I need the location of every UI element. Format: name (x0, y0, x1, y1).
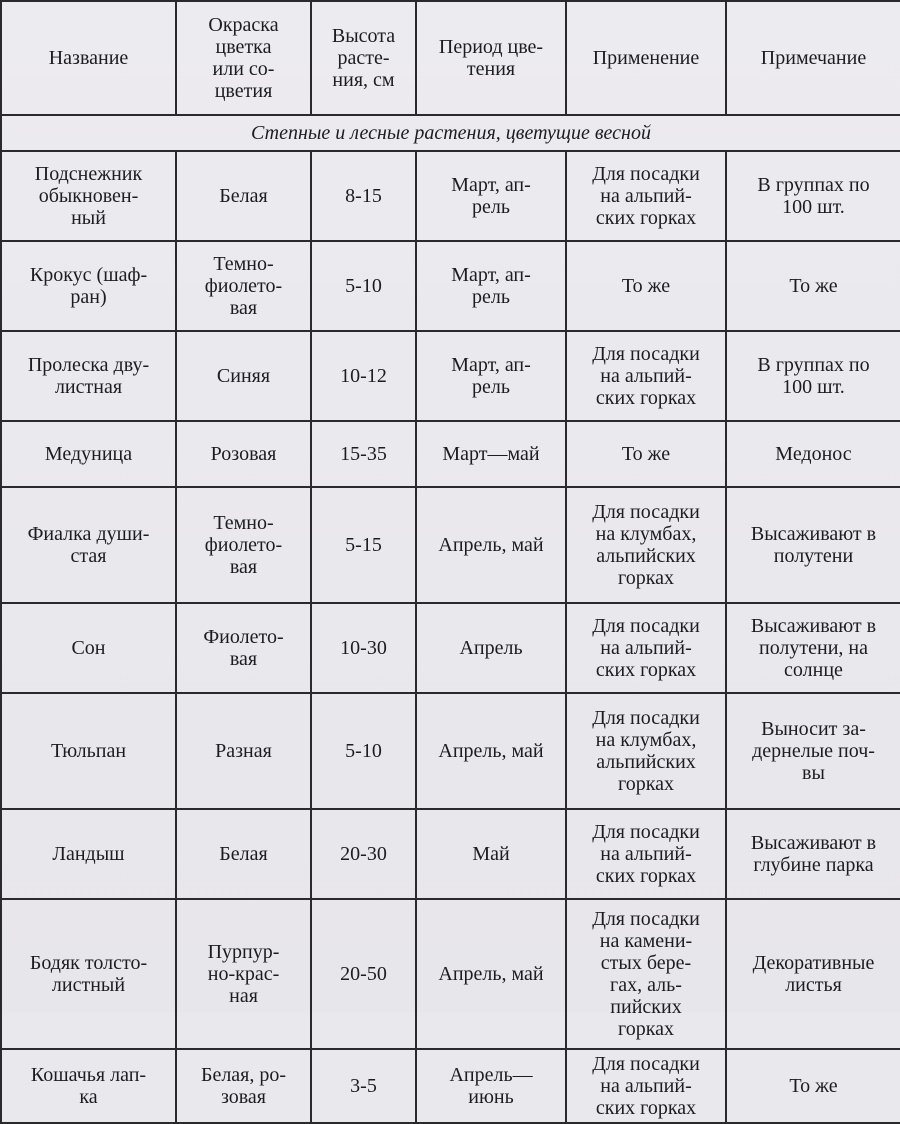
cell-height: 15-35 (311, 421, 416, 487)
section-title: Степные и лесные растения, цветущие весной (1, 115, 900, 151)
cell-usage: Для посадки на альпий- ских горках (566, 603, 726, 693)
cell-name: Ландыш (1, 809, 176, 899)
cell-note: Высаживают в полутени (726, 487, 900, 603)
header-height: Высота расте- ния, см (311, 1, 416, 115)
cell-usage: То же (566, 241, 726, 331)
cell-name: Медуница (1, 421, 176, 487)
table-header-row (1, 1, 900, 115)
table-row (1, 241, 900, 331)
cell-note: Высаживают в глубине парка (726, 809, 900, 899)
cell-name: Пролеска дву- листная (1, 331, 176, 421)
table-row (1, 899, 900, 1049)
cell-period: Апрель, май (416, 899, 566, 1049)
cell-usage: Для посадки на альпий- ских горках (566, 151, 726, 241)
cell-color: Розовая (176, 421, 311, 487)
header-usage: Применение (566, 1, 726, 115)
cell-name: Фиалка души- стая (1, 487, 176, 603)
cell-usage: Для посадки на клумбах, альпийских горках (566, 693, 726, 809)
cell-note: В группах по 100 шт. (726, 151, 900, 241)
cell-period: Апрель (416, 603, 566, 693)
cell-name: Тюльпан (1, 693, 176, 809)
cell-color: Пурпур- но-крас- ная (176, 899, 311, 1049)
table-row (1, 1049, 900, 1123)
cell-color: Разная (176, 693, 311, 809)
cell-note: В группах по 100 шт. (726, 331, 900, 421)
cell-usage: Для посадки на клумбах, альпийских горках (566, 487, 726, 603)
table-row (1, 603, 900, 693)
cell-usage: Для посадки на альпий- ских горках (566, 1049, 726, 1123)
cell-color: Фиолето- вая (176, 603, 311, 693)
section-row (1, 115, 900, 151)
cell-height: 5-10 (311, 693, 416, 809)
cell-height: 10-30 (311, 603, 416, 693)
header-period: Период цве- тения (416, 1, 566, 115)
cell-note: Выносит за- дернелые поч- вы (726, 693, 900, 809)
cell-height: 8-15 (311, 151, 416, 241)
cell-height: 20-50 (311, 899, 416, 1049)
cell-color: Белая (176, 809, 311, 899)
table-row (1, 151, 900, 241)
cell-height: 5-15 (311, 487, 416, 603)
cell-usage: Для посадки на альпий- ских горках (566, 331, 726, 421)
cell-name: Кошачья лап- ка (1, 1049, 176, 1123)
cell-color: Темно- фиолето- вая (176, 241, 311, 331)
cell-period: Май (416, 809, 566, 899)
table-row (1, 693, 900, 809)
table-row (1, 331, 900, 421)
cell-name: Сон (1, 603, 176, 693)
cell-name: Подснежник обыкновен- ный (1, 151, 176, 241)
header-name: Название (1, 1, 176, 115)
cell-height: 3-5 (311, 1049, 416, 1123)
header-color: Окраска цветка или со- цветия (176, 1, 311, 115)
cell-note: Медонос (726, 421, 900, 487)
header-note: Примечание (726, 1, 900, 115)
cell-period: Март, ап- рель (416, 331, 566, 421)
cell-note: Высаживают в полутени, на солнце (726, 603, 900, 693)
cell-height: 10-12 (311, 331, 416, 421)
table-row (1, 809, 900, 899)
table-row (1, 487, 900, 603)
cell-period: Март, ап- рель (416, 241, 566, 331)
cell-height: 5-10 (311, 241, 416, 331)
cell-period: Апрель— июнь (416, 1049, 566, 1123)
cell-period: Апрель, май (416, 693, 566, 809)
cell-period: Март—май (416, 421, 566, 487)
cell-name: Крокус (шаф- ран) (1, 241, 176, 331)
cell-note: Декоративные листья (726, 899, 900, 1049)
cell-period: Апрель, май (416, 487, 566, 603)
cell-usage: Для посадки на альпий- ских горках (566, 809, 726, 899)
cell-note: То же (726, 241, 900, 331)
cell-note: То же (726, 1049, 900, 1123)
table-row (1, 421, 900, 487)
cell-name: Бодяк толсто- листный (1, 899, 176, 1049)
cell-usage: Для посадки на камени- стых бере- гах, аль- пийских горках (566, 899, 726, 1049)
cell-color: Белая, ро- зовая (176, 1049, 311, 1123)
cell-color: Синяя (176, 331, 311, 421)
cell-period: Март, ап- рель (416, 151, 566, 241)
cell-height: 20-30 (311, 809, 416, 899)
cell-usage: То же (566, 421, 726, 487)
cell-color: Белая (176, 151, 311, 241)
cell-color: Темно- фиолето- вая (176, 487, 311, 603)
